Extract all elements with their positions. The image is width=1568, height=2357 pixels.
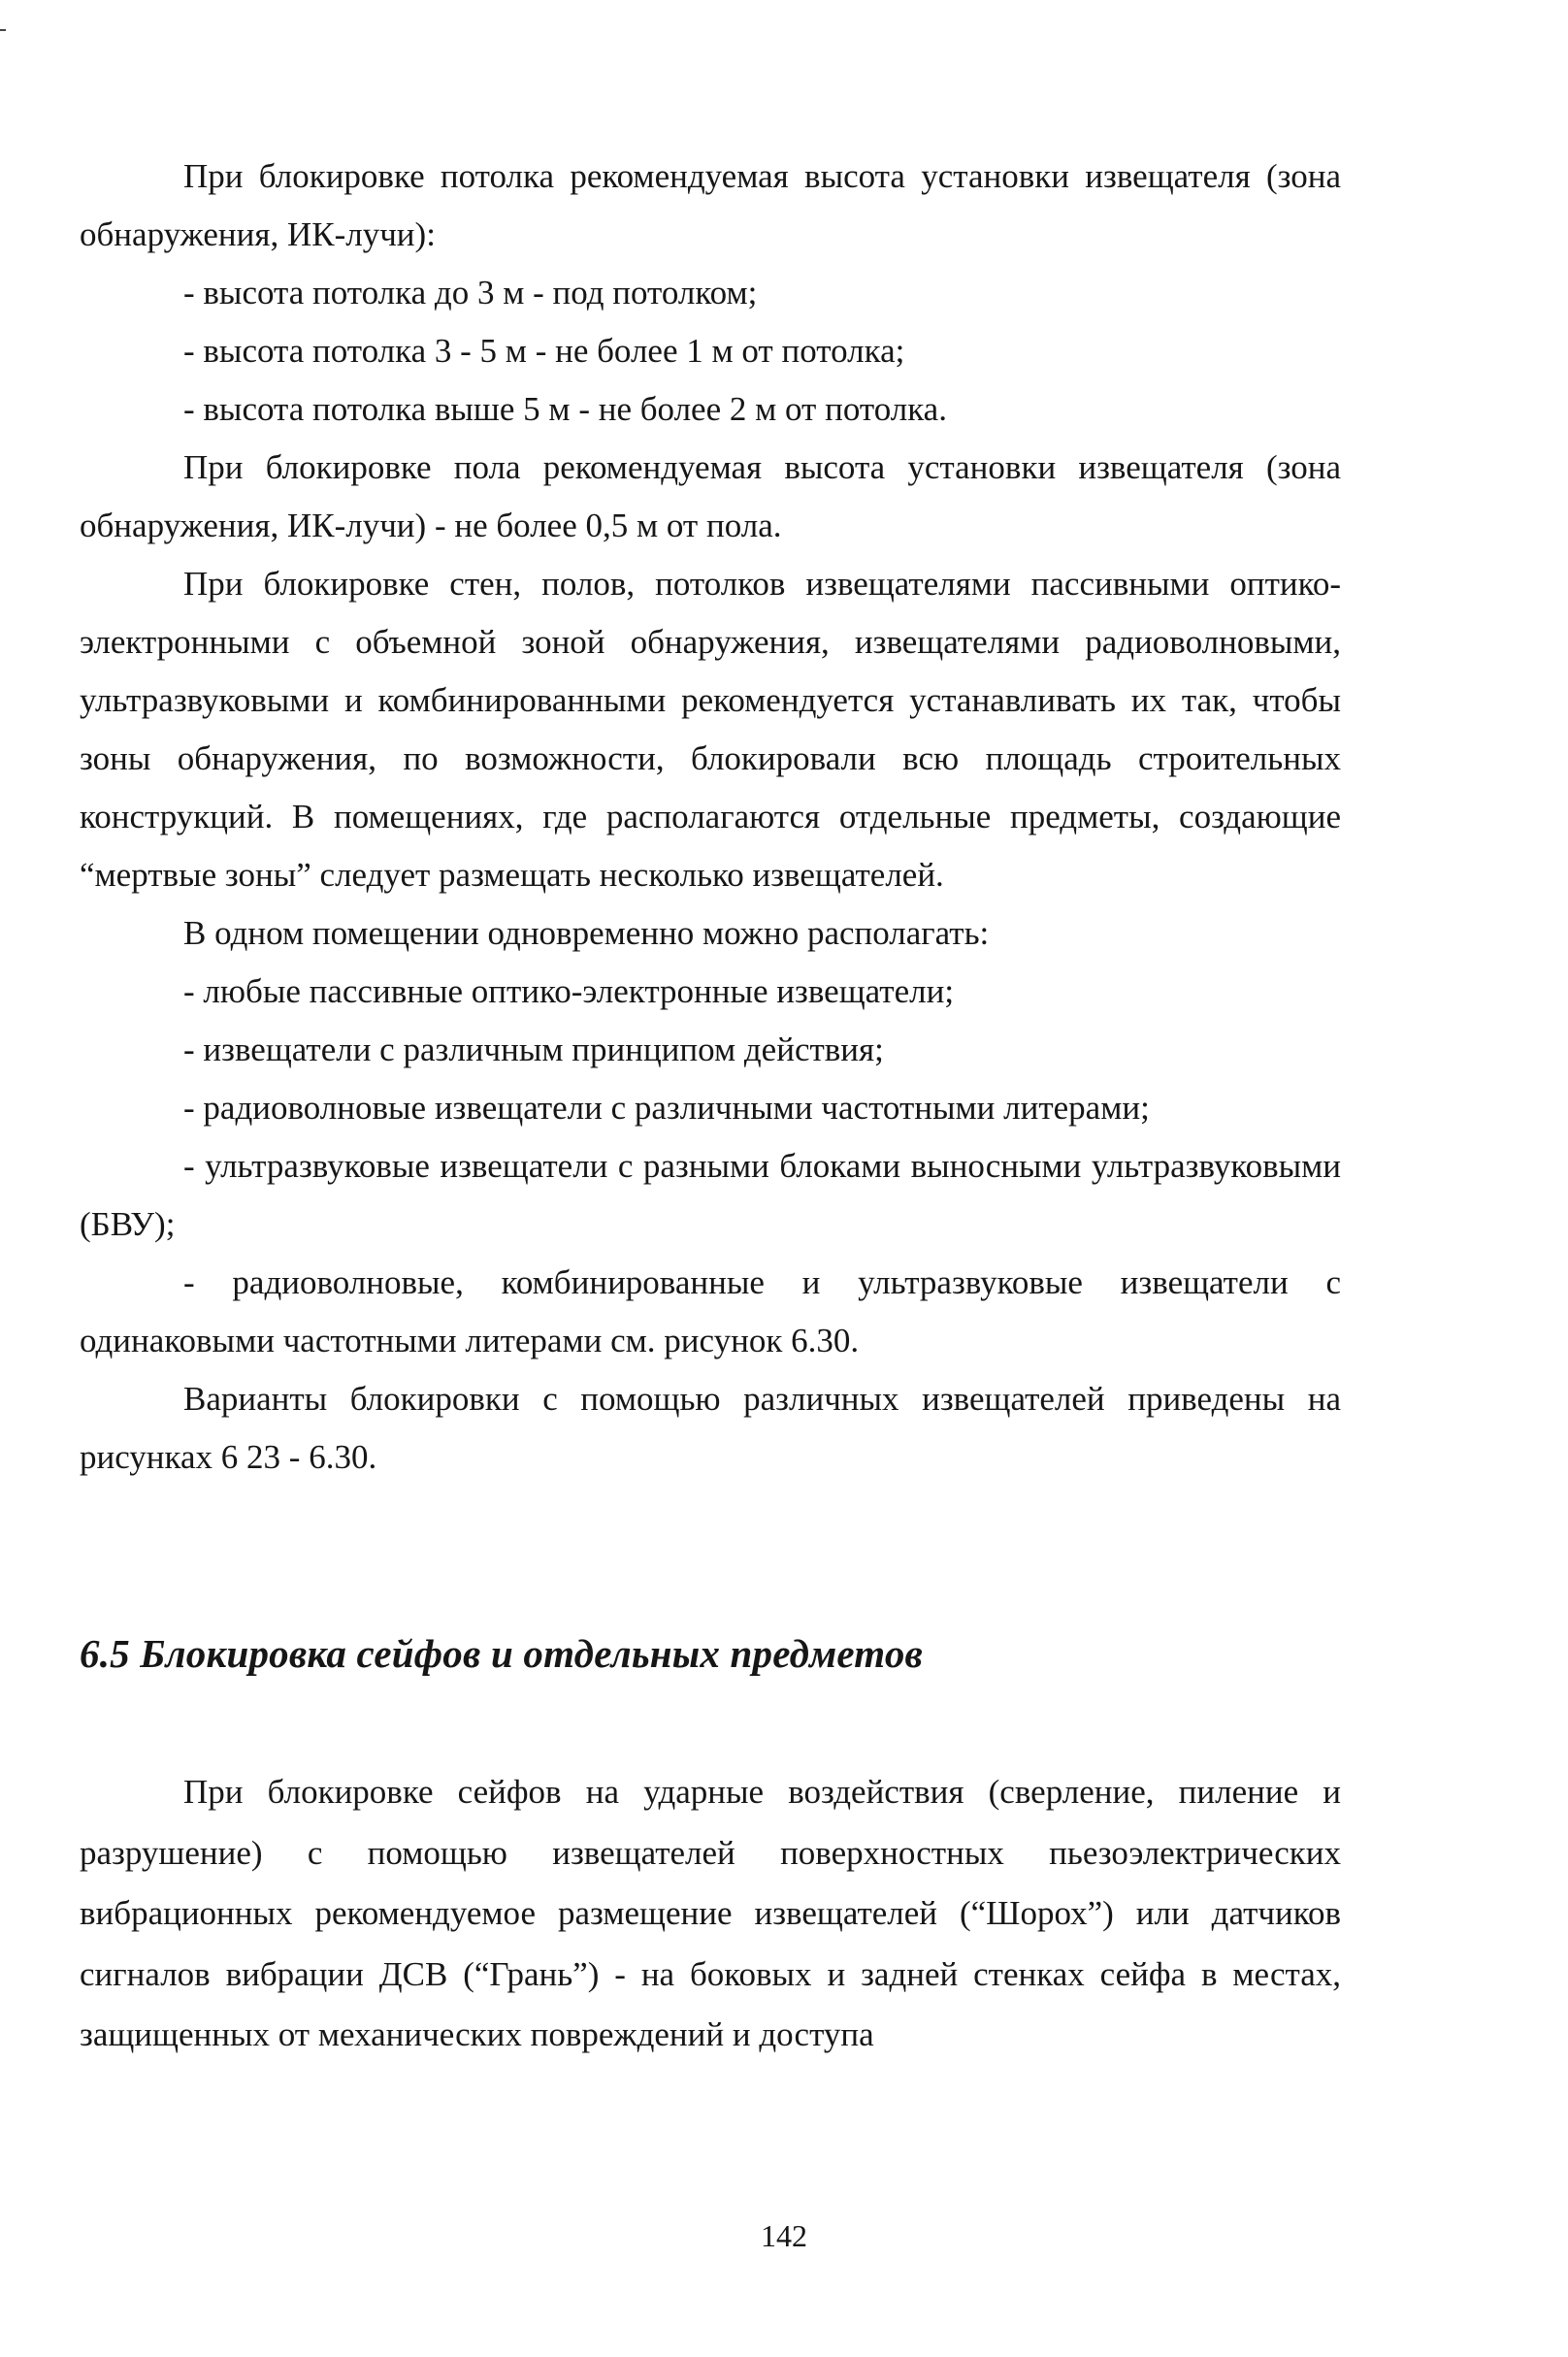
- paragraph-floor-height: При блокировке пола рекомендуемая высота установки извещателя (зона обнаружения, ИК-лучи) - не более 0,5 м от пола.: [80, 448, 1341, 544]
- list-item-ultrasonic-bvu: - ультразвуковые извещатели с разными блоками выносными ультразвуковыми (БВУ);: [80, 1147, 1341, 1243]
- section-heading: 6.5 Блокировка сейфов и отдельных предметов: [80, 1631, 924, 1676]
- body-text-upper: [80, 147, 1341, 1487]
- paragraph-one-room-placement: В одном помещении одновременно можно располагать:: [183, 914, 990, 952]
- list-item-different-principle: - извещатели с различным принципом действия;: [183, 1031, 884, 1068]
- paragraph-safe-blocking: При блокировке сейфов на ударные воздействия (сверление, пиление и разрушение) с помощью извещателей поверхностных пьезоэлектрических вибрационных рекомендуемое размещение извещателей (“Шорох”) или датчиков сигналов вибрации ДСВ (“Грань”) - на боковых и задней стенках сейфа в местах, защищенных от механических повреждений и доступа: [80, 1773, 1341, 2053]
- paragraph-walls-floors-ceilings: При блокировке стен, полов, потолков извещателями пассивными оптико-электронными с объемной зоной обнаружения, извещателями радиоволновыми, ультразвуковыми и комбинированными рекомендуется устанавливать их так, чтобы зоны обнаружения, по возможности, блокировали всю площадь строительных конструкций. В помещениях, где располагаются отдельные предметы, создающие “мертвые зоны” следует размещать несколько извещателей.: [80, 565, 1341, 894]
- scan-mark: [0, 29, 6, 31]
- paragraph-ceiling-height: При блокировке потолка рекомендуемая высота установки извещателя (зона обнаружения, ИК-лучи):: [80, 157, 1341, 253]
- list-item-ceiling-over-5m: - высота потолка выше 5 м - не более 2 м от потолка.: [183, 390, 947, 428]
- body-text-lower: [80, 1762, 1341, 2066]
- list-item-ceiling-3-5m: - высота потолка 3 - 5 м - не более 1 м от потолка;: [183, 332, 905, 370]
- page-number: 142: [761, 2218, 807, 2253]
- list-item-ceiling-under-3m: - высота потолка до 3 м - под потолком;: [183, 274, 758, 311]
- paragraph-figure-reference: Варианты блокировки с помощью различных извещателей приведены на рисунках 6 23 - 6.30.: [80, 1380, 1341, 1476]
- list-item-radiowave-different-freq: - радиоволновые извещатели с различными частотными литерами;: [183, 1089, 1150, 1127]
- list-item-same-freq: - радиоволновые, комбинированные и ультразвуковые извещатели с одинаковыми частотными литерами см. рисунок 6.30.: [80, 1263, 1341, 1359]
- list-item-passive-optical: - любые пассивные оптико-электронные извещатели;: [183, 972, 955, 1010]
